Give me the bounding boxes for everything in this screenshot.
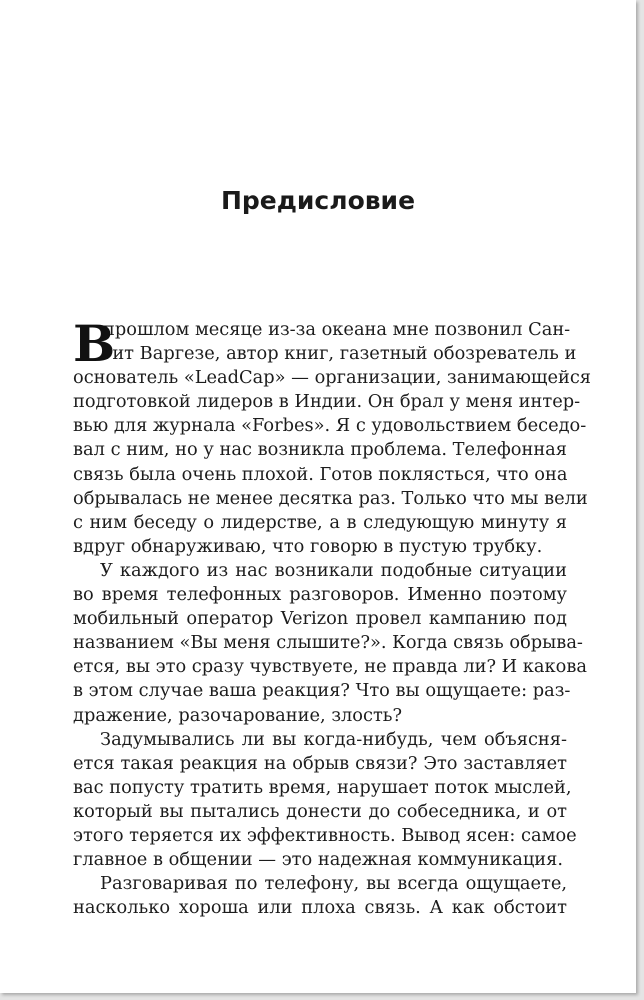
text-line: вью для журнала «Forbes». Я с удовольствием беседо- (73, 415, 587, 437)
text-line: который вы пытались донести до собеседника, и от (73, 800, 567, 822)
text-line: с ним беседу о лидерстве, а в следующую минуту я (73, 511, 567, 533)
text-line: вдруг обнаруживаю, что говорю в пустую трубку. (73, 535, 543, 557)
text-line: насколько хороша или плоха связь. А как обстоит (73, 897, 567, 919)
text-line: мобильный оператор Verizon провел кампанию под (73, 608, 567, 630)
text-line: Разговаривая по телефону, вы всегда ощущаете, (100, 873, 567, 895)
text-line: основатель «LeadCap» — организации, занимающейся (73, 367, 592, 389)
text-line: во время телефонных разговоров. Именно поэтому (73, 584, 567, 606)
text-line: Задумывались ли вы когда-нибудь, чем объясня- (100, 728, 567, 750)
text-line: гит Варгезе, автор книг, газетный обозреватель и (103, 343, 577, 365)
chapter-title: Предисловие (220, 186, 416, 215)
text-line: связь была очень плохой. Готов поклясться, что она (73, 463, 568, 485)
text-line: в этом случае ваша реакция? Что вы ощущаете: раз- (73, 680, 571, 702)
text-line: названием «Вы меня слышите?». Когда связь обрыва- (73, 632, 583, 654)
body-text (73, 314, 592, 920)
text-line: У каждого из нас возникали подобные ситуации (100, 559, 567, 581)
text-line: вал с ним, но у нас возникла проблема. Телефонная (73, 439, 567, 461)
text-line: главное в общении — это надежная коммуникация. (73, 849, 563, 871)
text-line: ется, вы это сразу чувствуете, не правда ли? И какова (73, 656, 587, 678)
text-line: обрывалась не менее десятка раз. Только что мы вели (73, 487, 588, 509)
text-line: дражение, разочарование, злость? (73, 704, 403, 726)
text-line: вас попусту тратить время, нарушает поток мыслей, (73, 776, 572, 798)
text-line: ется такая реакция на обрыв связи? Это заставляет (73, 752, 567, 774)
text-line: прошлом месяце из-за океана мне позвонил Сан- (103, 319, 571, 340)
text-line: этого теряется их эффективность. Вывод ясен: самое (73, 824, 577, 846)
drop-cap-letter: В (73, 314, 116, 373)
text-line: подготовкой лидеров в Индии. Он брал у меня интер- (73, 391, 581, 413)
